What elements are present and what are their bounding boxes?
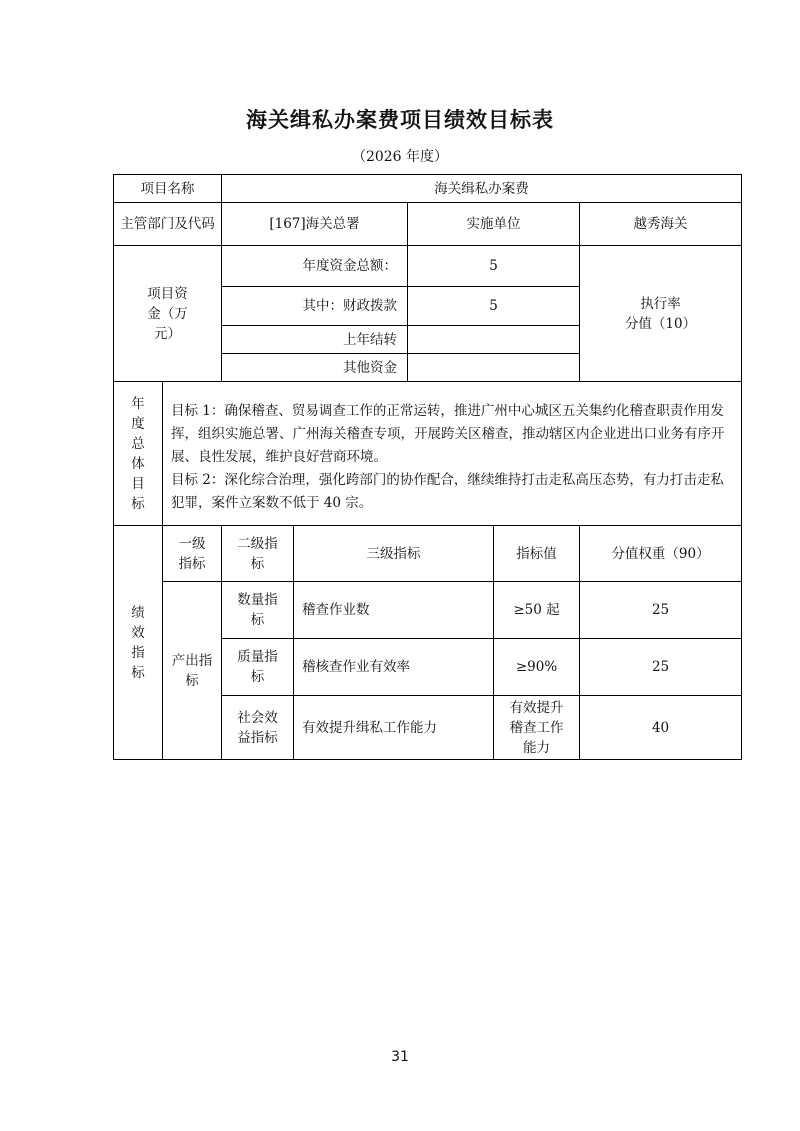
dept-value: [167]海关总署 — [222, 203, 408, 246]
project-name-value: 海关缉私办案费 — [222, 175, 742, 203]
row-weight: 25 — [580, 582, 742, 639]
row-level2: 质量指标 — [222, 639, 294, 696]
exec-rate-label: 执行率 — [640, 295, 681, 312]
other-funds-value — [408, 354, 580, 382]
overall-goal-label: 年度总体目标 — [114, 382, 163, 526]
row-level3: 有效提升缉私工作能力 — [294, 696, 494, 760]
row-value: 有效提升稽查工作能力 — [494, 696, 580, 760]
row-level2: 社会效益指标 — [222, 696, 294, 760]
perf-label: 绩效指标 — [114, 526, 163, 760]
carryover-label: 上年结转 — [222, 326, 408, 354]
header-level3: 三级指标 — [294, 526, 494, 582]
goal-1: 目标 1：确保稽查、贸易调查工作的正常运转，推进广州中心城区五关集约化稽查职责作用发挥，组织实施总署、广州海关稽查专项，开展跨关区稽查，推动辖区内企业进出口业务有序开展、良性发展，维护良好营商环境。 — [171, 403, 725, 465]
project-name-label: 项目名称 — [114, 175, 222, 203]
page-number: 31 — [391, 1049, 409, 1065]
dept-label: 主管部门及代码 — [114, 203, 222, 246]
row-weight: 25 — [580, 639, 742, 696]
row-value: ≥90% — [494, 639, 580, 696]
annual-total-label: 年度资金总额： — [222, 246, 408, 287]
carryover-value — [408, 326, 580, 354]
row-value: ≥50 起 — [494, 582, 580, 639]
fiscal-label: 其中：财政拨款 — [222, 287, 408, 326]
row-level3: 稽查作业数 — [294, 582, 494, 639]
other-funds-label: 其他资金 — [222, 354, 408, 382]
goal-2: 目标 2：深化综合治理，强化跨部门的协作配合，继续维持打击走私高压态势，有力打击走私犯罪，案件立案数不低于 40 宗。 — [171, 472, 724, 511]
header-weight: 分值权重（90） — [580, 526, 742, 582]
header-level2: 二级指标 — [222, 526, 294, 582]
row-level2: 数量指标 — [222, 582, 294, 639]
header-level1: 一级指标 — [163, 526, 222, 582]
performance-table — [113, 174, 742, 760]
fiscal-value: 5 — [408, 287, 580, 326]
row-weight: 40 — [580, 696, 742, 760]
annual-total-value: 5 — [408, 246, 580, 287]
output-label: 产出指标 — [163, 582, 222, 760]
exec-rate-cell — [580, 246, 742, 382]
impl-unit-value: 越秀海关 — [580, 203, 742, 246]
overall-goal-text — [163, 382, 742, 526]
row-level3: 稽核查作业有效率 — [294, 639, 494, 696]
header-value: 指标值 — [494, 526, 580, 582]
document-title: 海关缉私办案费项目绩效目标表 — [246, 108, 554, 132]
impl-unit-label: 实施单位 — [408, 203, 580, 246]
funds-label: 项目资金（万元） — [114, 246, 222, 382]
exec-rate-score: 分值（10） — [624, 315, 697, 332]
document-year: （2026 年度） — [351, 149, 449, 165]
